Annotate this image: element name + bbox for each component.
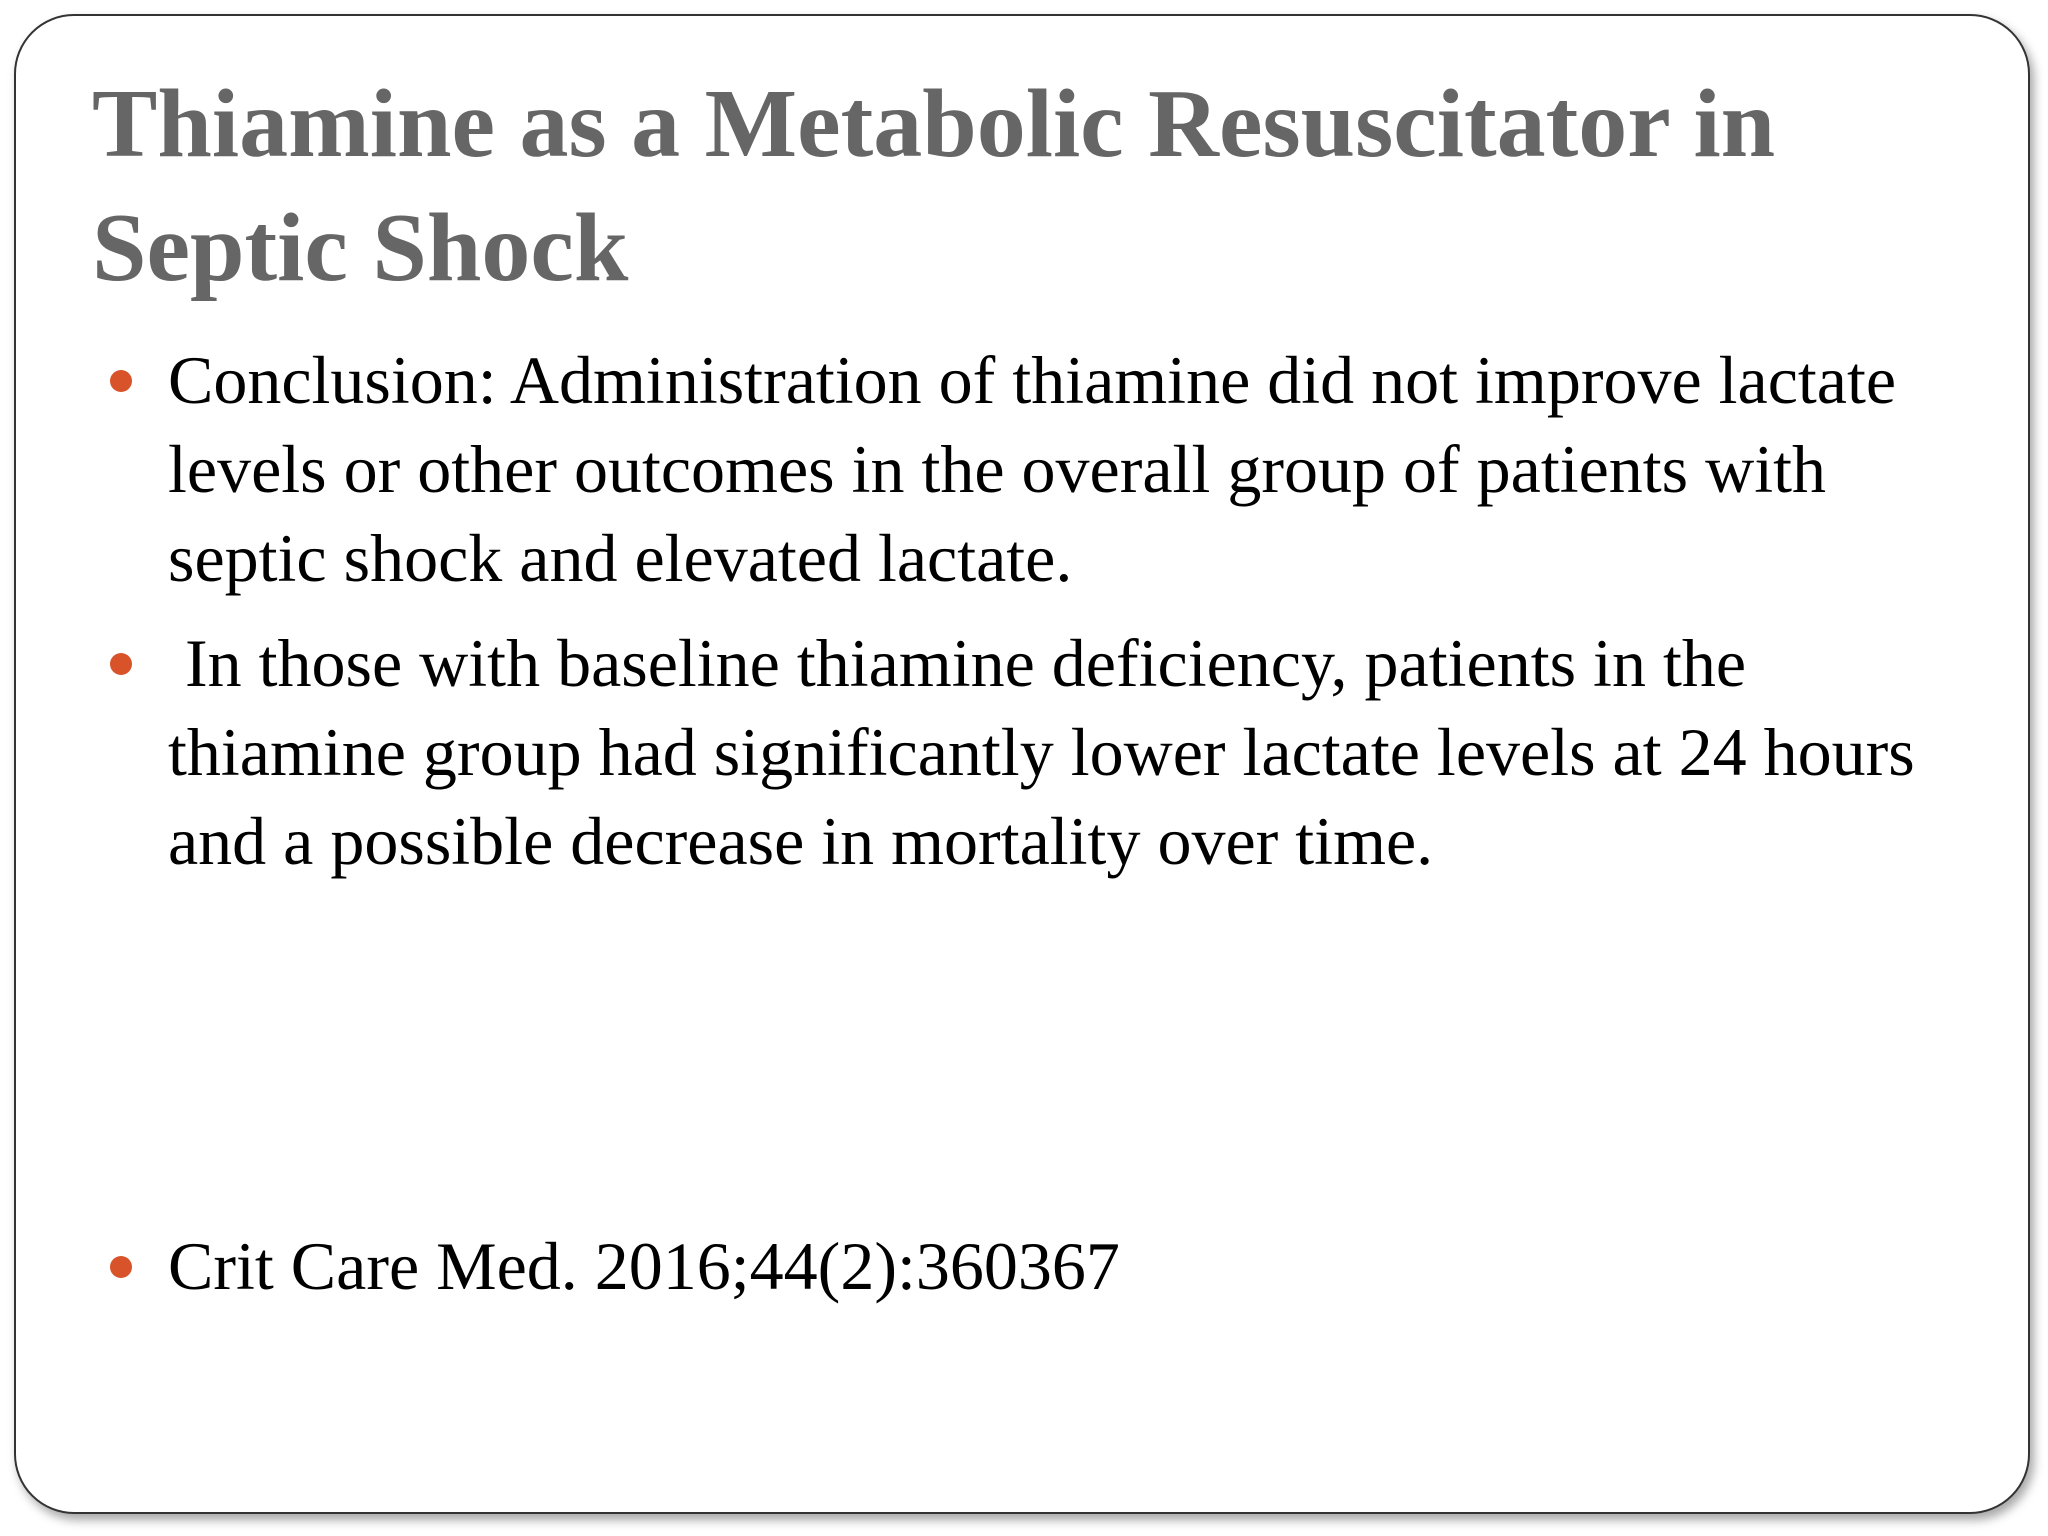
bullet-list (110, 336, 1950, 902)
bullet-dot-icon (110, 1256, 132, 1278)
bullet-dot-icon (110, 653, 132, 675)
citation-text: Crit Care Med. 2016;44(2):360367 (168, 1228, 1120, 1304)
slide-title: Thiamine as a Metabolic Resuscitator in Septic Shock (92, 70, 1776, 302)
citation-item (110, 1222, 1950, 1311)
bullet-text: In those with baseline thiamine deficiency, patients in the thiamine group had significantly lower lactate levels at 24 hours and a possible decrease in mortality over time. (168, 625, 1932, 879)
bullet-item-deficiency (110, 619, 1950, 886)
bullet-text: Conclusion: Administration of thiamine did not improve lactate levels or other outcomes in the overall group of patients with septic shock and elevated lactate. (168, 342, 1897, 596)
bullet-item-conclusion (110, 336, 1950, 603)
bullet-dot-icon (110, 370, 132, 392)
